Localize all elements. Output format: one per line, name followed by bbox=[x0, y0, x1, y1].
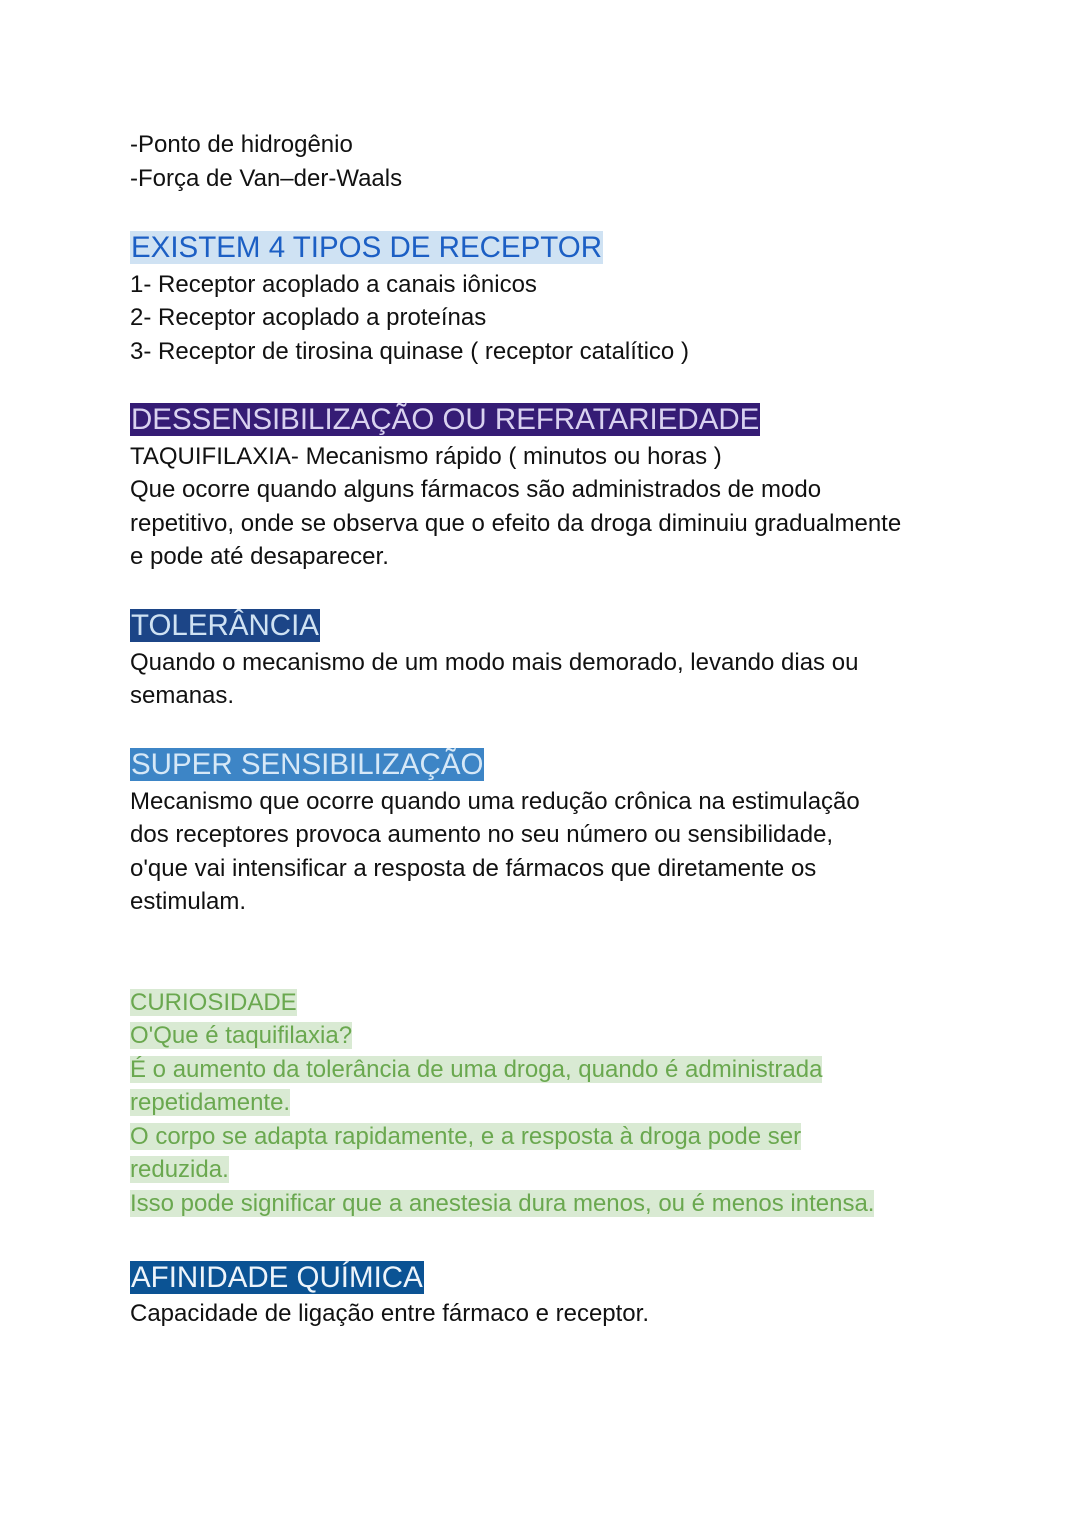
section-heading-tolerancia bbox=[130, 609, 320, 643]
paragraph-line: Capacidade de ligação entre fármaco e receptor. bbox=[130, 1300, 649, 1327]
highlighted-text: O corpo se adapta rapidamente, e a resposta à droga pode ser bbox=[130, 1123, 802, 1150]
paragraph-line: TAQUIFILAXIA- Mecanismo rápido ( minutos ou horas ) bbox=[130, 443, 722, 470]
heading-text: TOLERÂNCIA bbox=[131, 609, 319, 642]
intro-line: -Força de Van–der-Waals bbox=[130, 165, 403, 192]
paragraph-line: semanas. bbox=[130, 682, 235, 709]
highlighted-text: CURIOSIDADE bbox=[130, 989, 297, 1016]
section-heading-afinidade bbox=[130, 1261, 424, 1295]
paragraph-line: Que ocorre quando alguns fármacos são administrados de modo bbox=[130, 476, 822, 503]
curiosidade-line bbox=[130, 1088, 290, 1118]
section-heading-receptor bbox=[130, 231, 603, 265]
paragraph-line: Quando o mecanismo de um modo mais demorado, levando dias ou bbox=[130, 649, 859, 676]
list-item: 2- Receptor acoplado a proteínas bbox=[130, 304, 487, 331]
paragraph-line: estimulam. bbox=[130, 888, 247, 915]
intro-line: -Ponto de hidrogênio bbox=[130, 131, 353, 158]
curiosidade-heading bbox=[130, 988, 297, 1018]
curiosidade-line bbox=[130, 1055, 822, 1085]
section-heading-super-sensibilizacao bbox=[130, 748, 484, 782]
curiosidade-line bbox=[130, 1189, 874, 1219]
highlighted-text: repetidamente. bbox=[130, 1089, 291, 1116]
highlighted-text: É o aumento da tolerância de uma droga, quando é administrada bbox=[130, 1056, 823, 1083]
list-item: 3- Receptor de tirosina quinase ( receptor catalítico ) bbox=[130, 338, 689, 365]
curiosidade-line bbox=[130, 1122, 801, 1152]
highlighted-text: O'Que é taquifilaxia? bbox=[130, 1022, 353, 1049]
curiosidade-line bbox=[130, 1021, 352, 1051]
section-heading-dessensibilizacao bbox=[130, 403, 760, 437]
paragraph-line: repetitivo, onde se observa que o efeito da droga diminuiu gradualmente bbox=[130, 510, 902, 537]
highlighted-text: reduzida. bbox=[130, 1156, 229, 1183]
curiosidade-line bbox=[130, 1155, 229, 1185]
paragraph-line: o'que vai intensificar a resposta de fármacos que diretamente os bbox=[130, 855, 817, 882]
highlighted-text: Isso pode significar que a anestesia dura menos, ou é menos intensa. bbox=[130, 1190, 875, 1217]
paragraph-line: Mecanismo que ocorre quando uma redução crônica na estimulação bbox=[130, 788, 860, 815]
heading-text: DESSENSIBILIZAÇÃO OU REFRATARIEDADE bbox=[131, 403, 760, 436]
heading-text: AFINIDADE QUÍMICA bbox=[131, 1261, 423, 1294]
paragraph-line: dos receptores provoca aumento no seu número ou sensibilidade, bbox=[130, 821, 834, 848]
heading-text: SUPER SENSIBILIZAÇÃO bbox=[131, 748, 484, 781]
paragraph-line: e pode até desaparecer. bbox=[130, 543, 389, 570]
heading-text: EXISTEM 4 TIPOS DE RECEPTOR bbox=[131, 231, 603, 264]
list-item: 1- Receptor acoplado a canais iônicos bbox=[130, 271, 537, 298]
